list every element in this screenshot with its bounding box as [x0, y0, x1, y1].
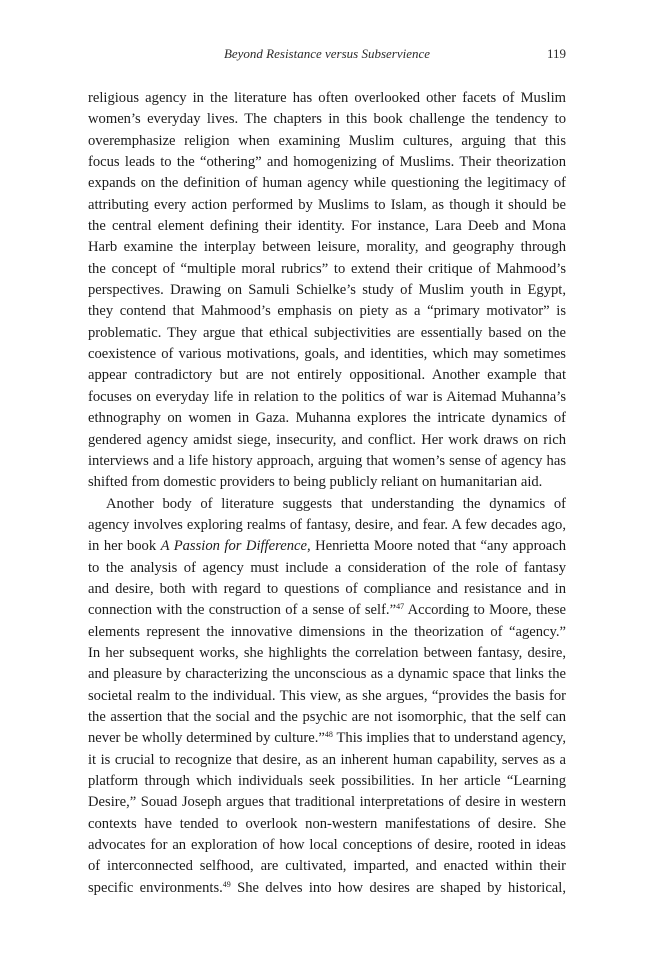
text-line: focuses on everyday life in relation to the politics of war is Aitemad Muhanna’s [88, 388, 566, 405]
text-line: to the analysis of agency must include a consideration of the role of fantasy [88, 559, 566, 576]
text-line: they contend that Mahmood’s emphasis on piety as a “primary motivator” is [88, 303, 566, 320]
text-line: and pleasure by characterizing the unconscious as a dynamic space that links the [88, 666, 566, 683]
text-line: problematic. They argue that ethical subjectivities are essentially based on the [88, 324, 566, 341]
text-line: appear contradictory but are not entirely oppositional. Another example that [88, 367, 566, 384]
text-run: never be wholly determined by culture.” [88, 730, 325, 747]
page-number: 119 [546, 46, 566, 61]
text-line: elements represent the innovative dimensions in the theorization of “agency.” [88, 623, 566, 640]
text-line [88, 728, 566, 749]
text-line [88, 536, 566, 557]
footnote-ref-49: 49 [222, 879, 231, 889]
text-line: coexistence of various motivations, goals, and identities, which may sometimes [88, 346, 566, 363]
text-line: agency involves exploring realms of fantasy, desire, and fear. A few decades ago, [88, 516, 566, 533]
text-line: of interconnected selfhood, are cultivated, imparted, and enacted within their [88, 858, 566, 875]
text-line: and desire, both with regard to questions of compliance and resistance and in [88, 580, 566, 597]
text-line: Another body of literature suggests that understanding the dynamics of [106, 495, 566, 512]
book-title: A Passion for Difference [160, 538, 307, 555]
footnote-ref-48: 48 [324, 730, 333, 740]
text-line: contexts have tended to overlook non-western manifestations of desire. She [88, 815, 566, 832]
text-line: gendered agency amidst siege, insecurity, and conflict. Her work draws on rich [88, 431, 566, 448]
text-run: specific environments. [88, 879, 223, 896]
text-run: This implies that to understand agency, [332, 730, 566, 747]
text-line: perspectives. Drawing on Samuli Schielke’s study of Muslim youth in Egypt, [88, 282, 566, 299]
text-line: focus leads to the “othering” and homogenizing of Muslims. Their theorization [88, 154, 566, 171]
text-line: ethnography on women in Gaza. Muhanna explores the intricate dynamics of [88, 410, 566, 427]
text-run: in her book [88, 538, 161, 555]
paragraph-1 [88, 88, 566, 494]
text-line: shifted from domestic providers to being publicly reliant on humanitarian aid. [88, 474, 543, 491]
text-line [88, 878, 566, 899]
text-run: According to Moore, these [404, 602, 567, 619]
text-line: attributing every action performed by Muslims to Islam, as though it should be [88, 196, 566, 213]
text-line: advocates for an exploration of how local conceptions of desire, rooted in ideas [88, 837, 566, 854]
footnote-ref-47: 47 [396, 602, 405, 612]
body-text [88, 88, 566, 899]
text-run: , Henrietta Moore noted that “any approach [306, 538, 566, 555]
text-line: platform through which individuals seek possibilities. In her article “Learning [88, 773, 566, 789]
text-line [88, 600, 566, 621]
text-run: connection with the construction of a sense of self.” [88, 602, 397, 619]
text-line: the assertion that the social and the psychic are not isomorphic, that the self can [88, 708, 566, 725]
text-line: Desire,” Souad Joseph argues that traditional interpretations of desire in western [88, 794, 566, 811]
running-head-title: Beyond Resistance versus Subservience [223, 46, 431, 61]
text-line: expands on the definition of human agency while questioning the legitimacy of [88, 175, 566, 192]
text-line: religious agency in the literature has often overlooked other facets of Muslim [88, 90, 566, 106]
text-line: the central element defining their identity. For instance, Lara Deeb and Mona [88, 218, 566, 235]
text-line: Harb examine the interplay between leisure, morality, and geography through [88, 239, 566, 256]
text-line: women’s everyday lives. The chapters in this book challenge the tendency to [88, 111, 566, 128]
text-line: overemphasize religion when examining Muslim cultures, arguing that this [88, 132, 566, 149]
text-line: it is crucial to recognize that desire, as an inherent human capability, serves as a [88, 751, 566, 768]
text-line: interviews and a life history approach, arguing that women’s sense of agency has [88, 452, 566, 469]
text-line: the concept of “multiple moral rubrics” to extend their critique of Mahmood’s [88, 260, 566, 277]
running-head [88, 44, 566, 64]
text-run: She delves into how desires are shaped by historical, [230, 879, 566, 896]
paragraph-2 [88, 494, 566, 900]
text-line: In her subsequent works, she highlights the correlation between fantasy, desire, [88, 644, 566, 661]
text-line: societal realm to the individual. This view, as she argues, “provides the basis for [88, 687, 566, 704]
